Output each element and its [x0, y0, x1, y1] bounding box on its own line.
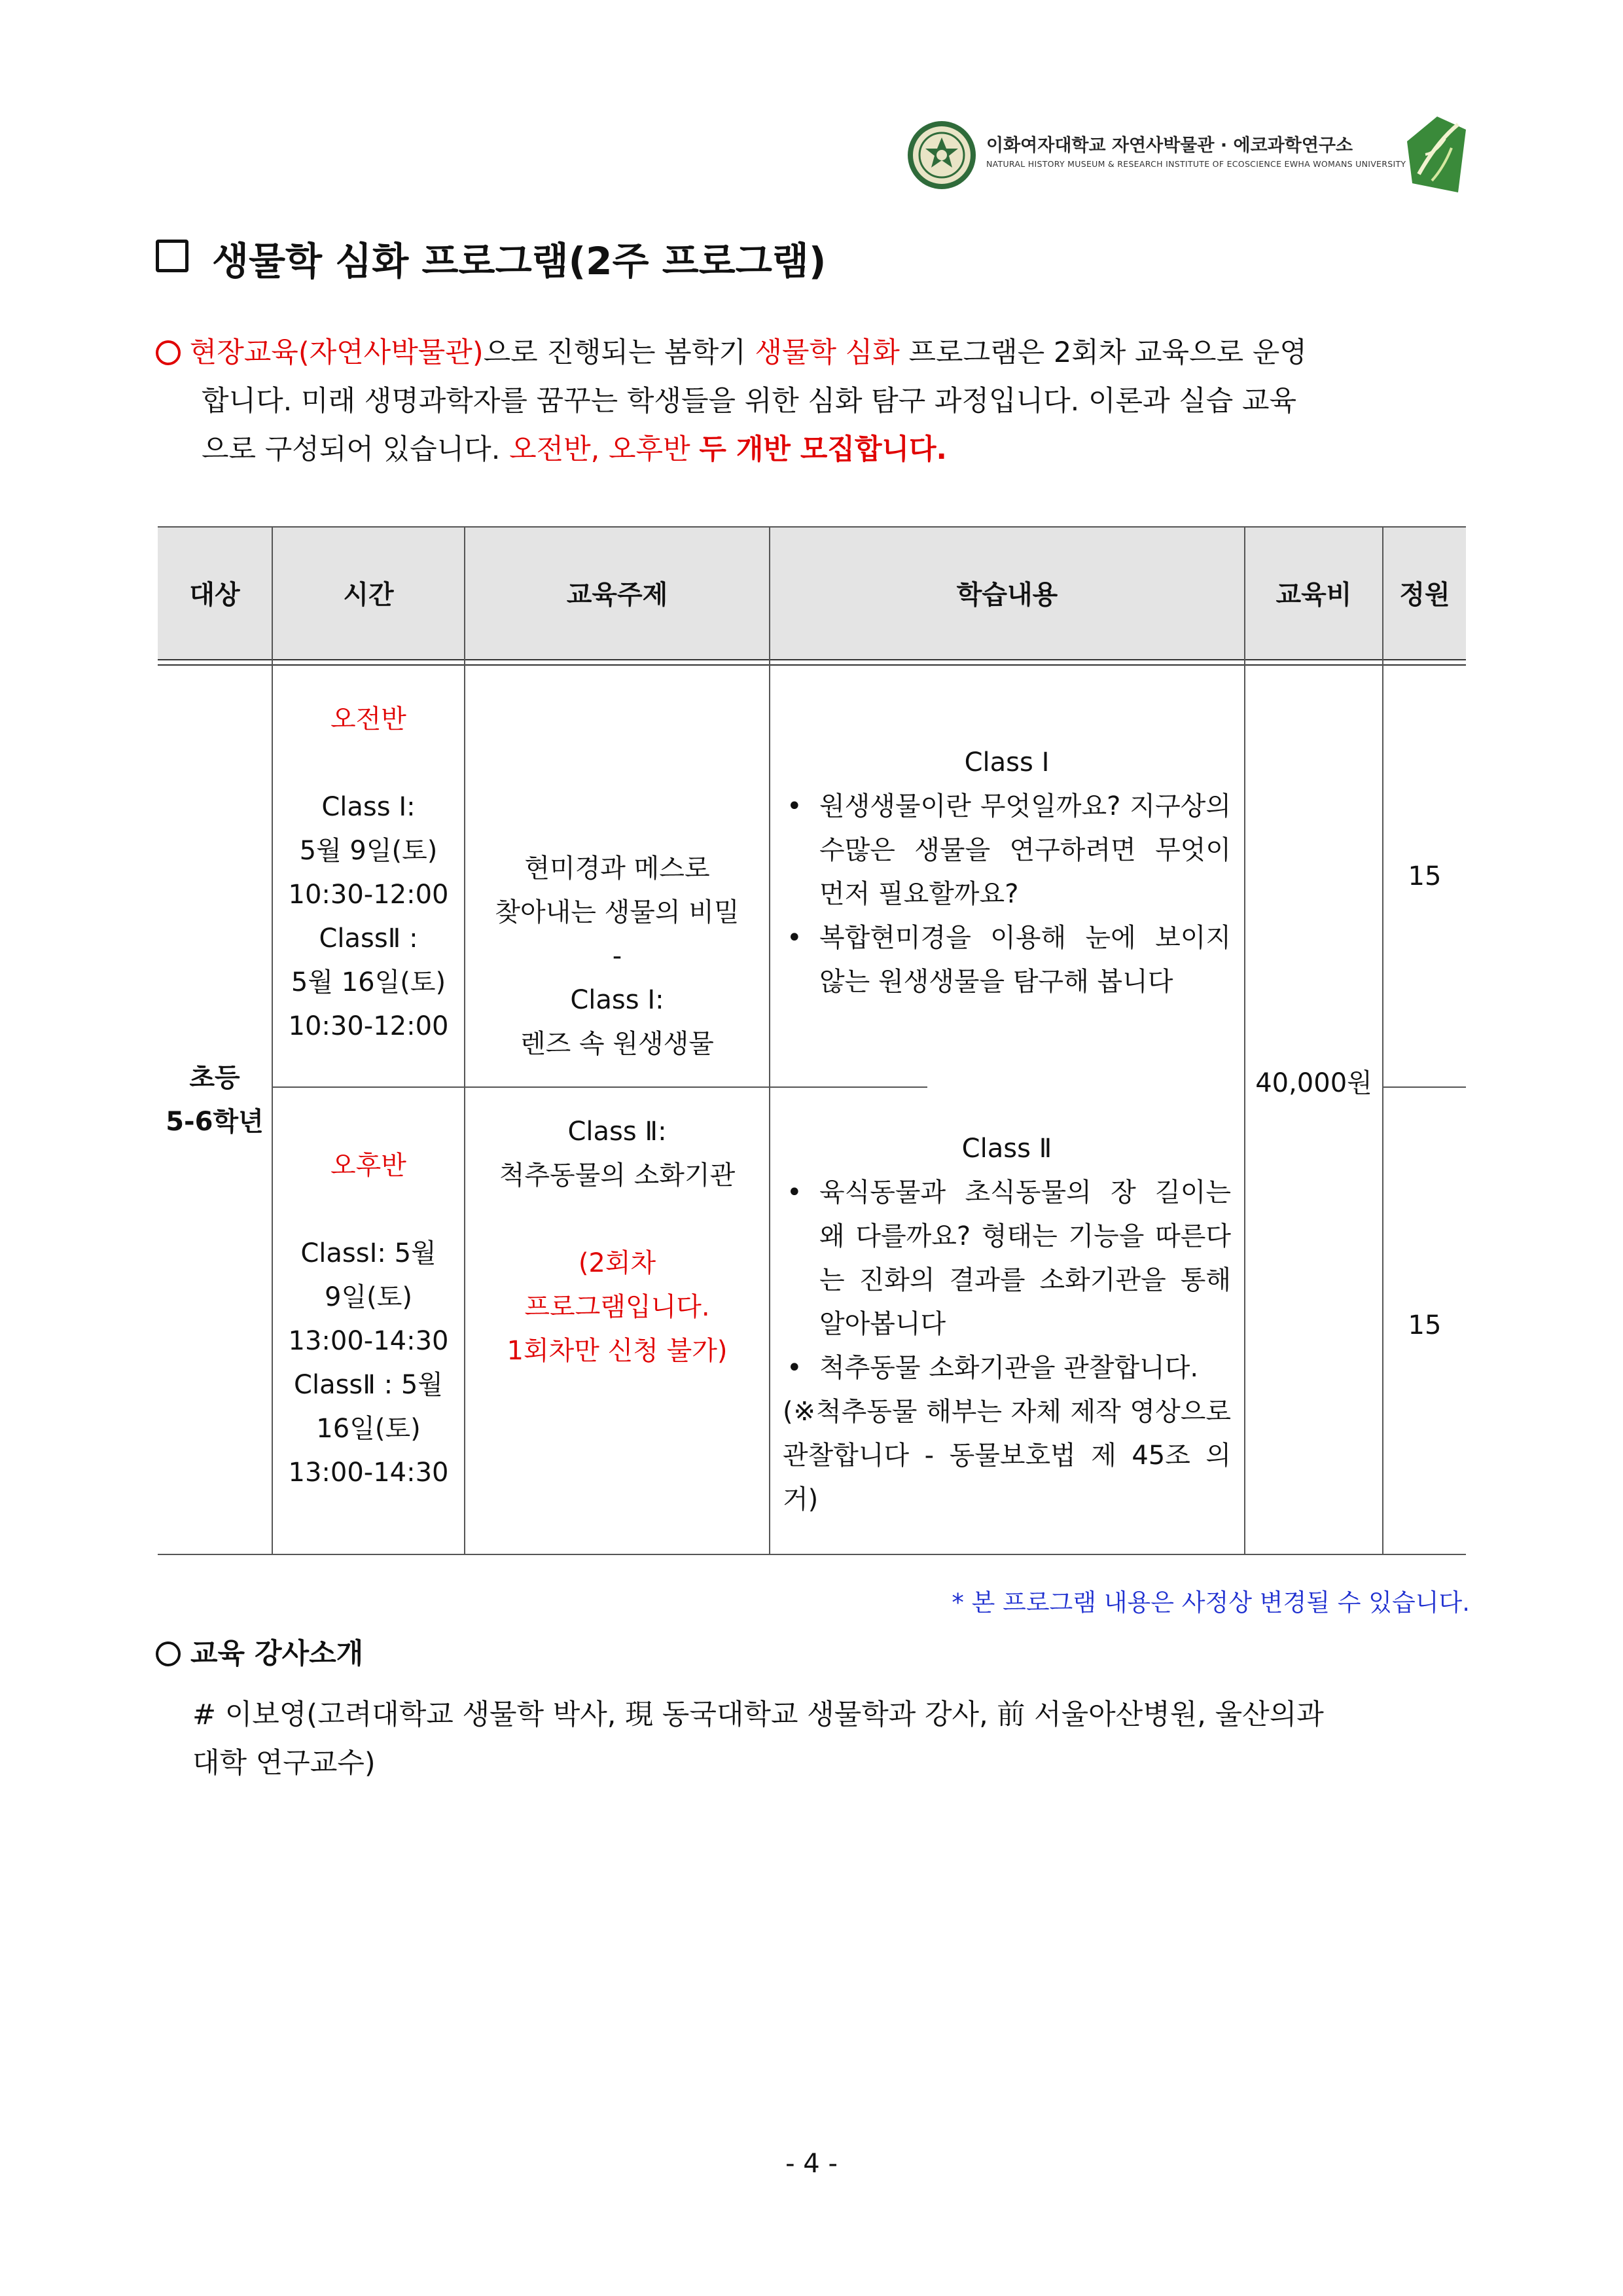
circle-bullet-icon — [156, 340, 181, 365]
header-content: 학습내용 — [956, 580, 1058, 610]
header-time: 시간 — [343, 580, 394, 610]
topic-line: 렌즈 속 원생생물 — [520, 1029, 714, 1059]
time-line: 5월 16일(토) — [291, 967, 446, 997]
time-line: 5월 9일(토) — [299, 836, 438, 866]
time-line: ClassⅡ : 5월 — [294, 1370, 443, 1400]
topic-line: 찾아내는 생물의 비밀 — [495, 897, 740, 927]
content-title: Class Ⅰ — [964, 747, 1050, 778]
time-line: ClassⅠ: 5월 — [300, 1238, 437, 1268]
content-class1-cell — [783, 741, 1231, 1004]
header-capacity: 정원 — [1399, 580, 1450, 610]
topic-line: 척추동물의 소화기관 — [499, 1160, 736, 1191]
list-item: • 복합현미경을 이용해 눈에 보이지 않는 원생생물을 탐구해 봅니다 — [783, 916, 1231, 1004]
topic-line: Class Ⅱ: — [567, 1117, 667, 1147]
intro-text: 으로 진행되는 봄학기 — [483, 336, 755, 369]
target-line: 초등 — [189, 1063, 240, 1093]
intro-red-text-3: 오전반, 오후반 — [509, 433, 690, 466]
checkbox-square-icon — [156, 240, 188, 272]
list-item: • 육식동물과 초식동물의 장 길이는 왜 다를까요? 형태는 기능을 따른다는 진화의 결과를 소화기관을 통해 알아봅니다 — [783, 1171, 1231, 1346]
time-line: Class Ⅰ: — [321, 792, 416, 822]
intro-emphasis: 두 개반 모집합니다. — [699, 433, 947, 466]
instructor-title: 교육 강사소개 — [190, 1638, 364, 1670]
topic-note: 프로그램입니다. — [524, 1292, 710, 1322]
footnote: * 본 프로그램 내용은 사정상 변경될 수 있습니다. — [952, 1588, 1470, 1617]
org-name-en: NATURAL HISTORY MUSEUM & RESEARCH INSTITUTE OF ECOSCIENCE EWHA WOMANS UNIVERSITY — [986, 159, 1406, 169]
topic-cell — [465, 847, 769, 1373]
header-fee: 교육비 — [1275, 580, 1352, 610]
afternoon-label: 오후반 — [330, 1151, 406, 1181]
topic-note: (2회차 — [578, 1248, 656, 1278]
list-item: • 원생생물이란 무엇일까요? 지구상의 수많은 생물을 연구하려면 무엇이 먼저 필요할까요? — [783, 785, 1231, 916]
time-line: 10:30-12:00 — [288, 1011, 449, 1041]
ecoscience-leaf-logo — [1406, 115, 1468, 195]
content-note: (※척추동물 해부는 자체 제작 영상으로 관찰합니다 - 동물보호법 제 45조 의거) — [783, 1397, 1231, 1515]
time-line: 9일(토) — [325, 1282, 412, 1312]
intro-line-3 — [202, 425, 947, 474]
time-line: ClassⅡ : — [319, 924, 418, 954]
time-line: 10:30-12:00 — [288, 880, 449, 910]
capacity-afternoon: 15 — [1408, 1310, 1442, 1340]
circle-bullet-icon — [156, 1641, 181, 1666]
instructor-line-2: 대학 연구교수) — [192, 1747, 376, 1780]
org-name: 이화여자대학교 자연사박물관 · 에코과학연구소 — [986, 135, 1353, 156]
topic-line: 현미경과 메스로 — [524, 853, 710, 884]
intro-red-text: 현장교육(자연사박물관) — [189, 336, 484, 369]
intro-text-3: 으로 구성되어 있습니다. — [202, 433, 510, 466]
page-number: - 4 - — [785, 2149, 838, 2179]
capacity-morning: 15 — [1408, 861, 1442, 891]
header-target: 대상 — [189, 580, 240, 610]
time-line: 13:00-14:30 — [288, 1326, 449, 1356]
intro-red-text-2: 생물학 심화 — [755, 336, 900, 369]
time-line: 16일(토) — [316, 1414, 421, 1444]
museum-emblem-logo — [906, 119, 978, 191]
page-title: 생물학 심화 프로그램(2주 프로그램) — [212, 239, 827, 283]
topic-line: Class Ⅰ: — [570, 985, 664, 1015]
topic-line: - — [612, 941, 622, 971]
fee-cell: 40,000원 — [1255, 1068, 1372, 1098]
intro-text-2: 프로그램은 2회차 교육으로 운영 — [899, 336, 1307, 369]
header-topic: 교육주제 — [566, 580, 668, 610]
morning-label: 오전반 — [330, 704, 406, 734]
target-line: 5-6학년 — [166, 1107, 264, 1137]
intro-line-2: 합니다. 미래 생명과학자를 꿈꾸는 학생들을 위한 심화 탐구 과정입니다. 이론과 실습 교육 — [202, 385, 1297, 418]
time-line: 13:00-14:30 — [288, 1458, 449, 1488]
list-item: • 척추동물 소화기관을 관찰합니다. — [783, 1346, 1231, 1390]
instructor-heading — [156, 1630, 363, 1678]
content-class2-cell — [783, 1127, 1231, 1522]
instructor-line-1: # 이보영(고려대학교 생물학 박사, 現 동국대학교 생물학과 강사, 前 서울아산병원, 울산의과 — [192, 1698, 1324, 1731]
target-cell — [158, 1056, 272, 1144]
topic-note: 1회차만 신청 불가) — [507, 1336, 728, 1366]
intro-line-1 — [156, 329, 1307, 377]
morning-time-cell — [273, 698, 464, 1049]
content-title: Class Ⅱ — [961, 1134, 1052, 1164]
program-table — [158, 526, 1466, 1555]
afternoon-time-cell — [273, 1144, 464, 1495]
